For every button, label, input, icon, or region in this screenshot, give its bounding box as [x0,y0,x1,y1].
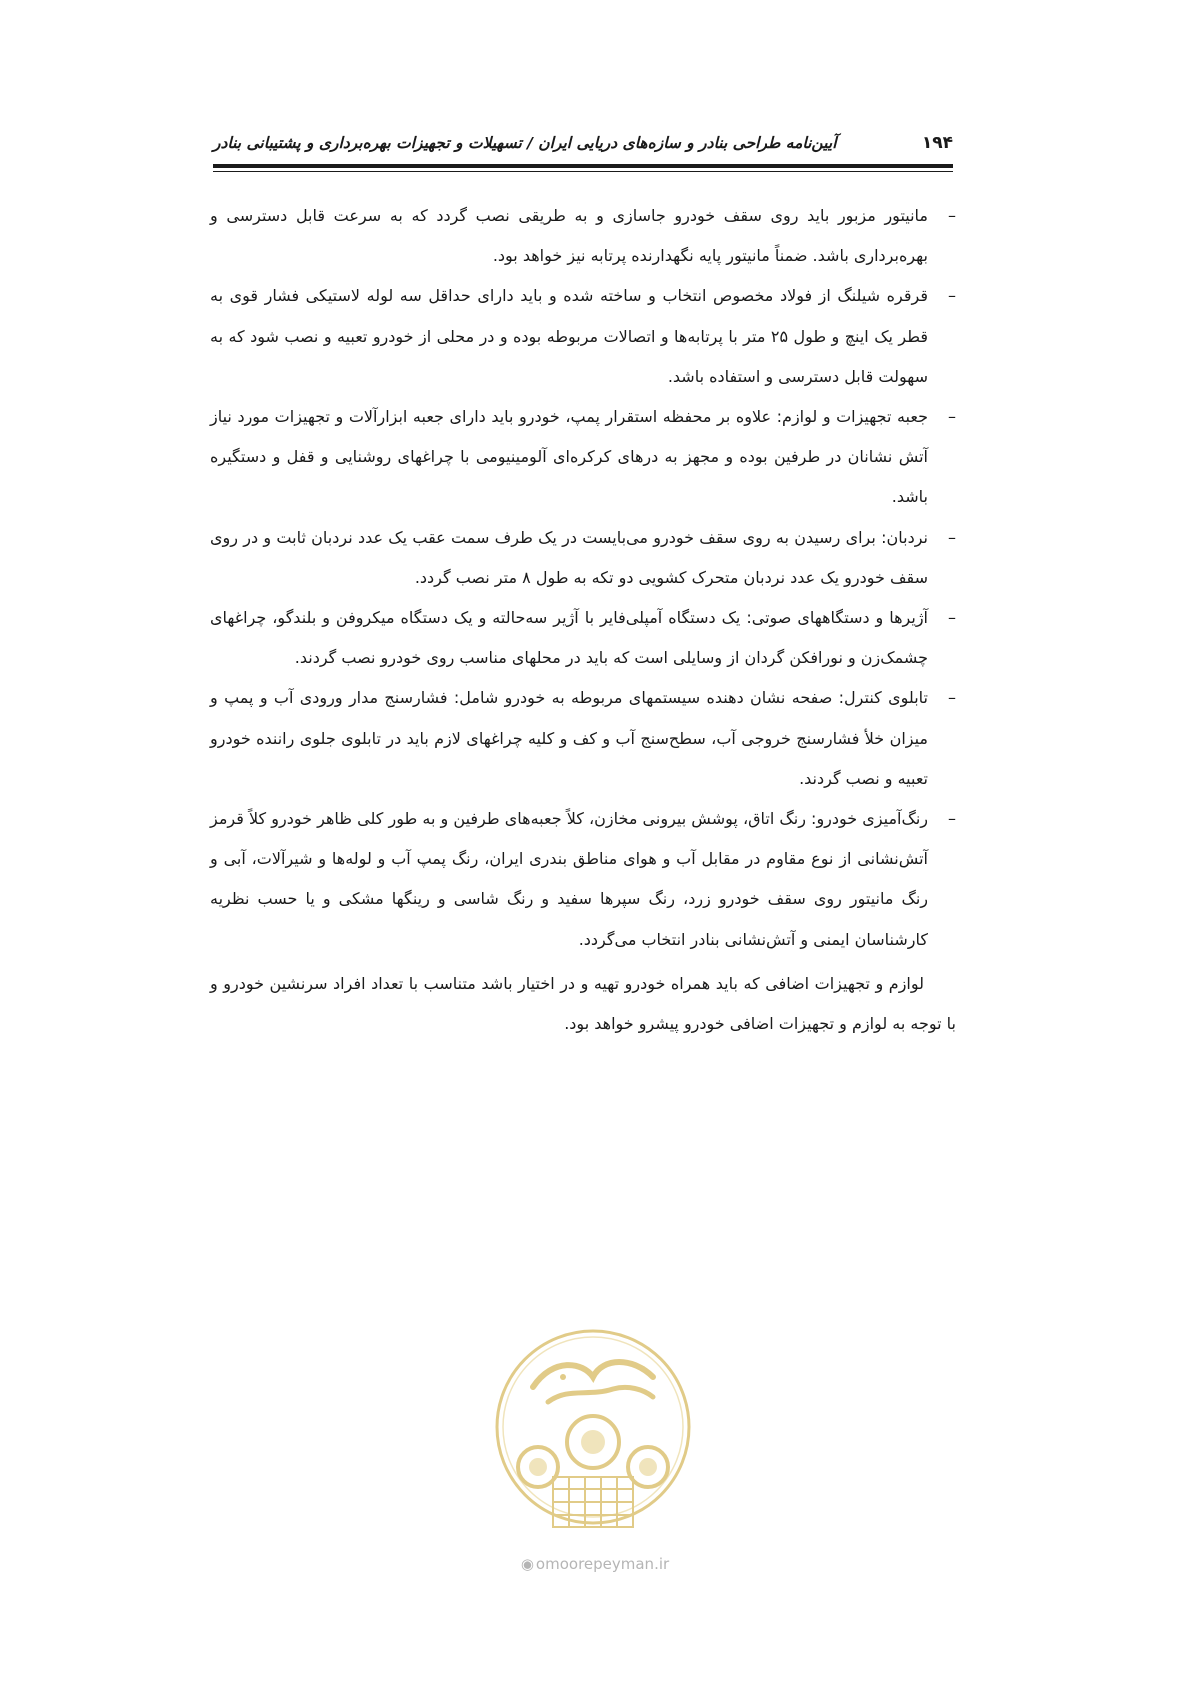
page-number: ۱۹۴ [921,133,953,153]
bullet-item [210,598,956,678]
bullet-dash: – [948,286,956,306]
bullet-text: جعبه تجهیزات و لوازم: علاوه بر محفظه استقرار پمپ، خودرو باید دارای جعبه ابزارآلات و تجهیزات مورد نیاز آتش نشانان در طرفین بوده و مجهز به درهای کرکره‌ای آلومینیومی با چراغهای روشنایی و قفل و دستگیره باشد. [210,407,928,507]
bullet-text: مانیتور مزبور باید روی سقف خودرو جاسازی و به طریقی نصب گردد که به سرعت قابل دسترسی و بهره‌برداری باشد. ضمناً مانیتور پایه نگهدارنده پرتابه نیز خواهد بود. [210,206,928,266]
bullet-item [210,397,956,518]
header-rule-thin [213,171,953,172]
bullet-item [210,196,956,276]
watermark-caption [470,1555,720,1573]
bullet-text: تابلوی کنترل: صفحه نشان دهنده سیستمهای مربوطه به خودرو شامل: فشارسنج مدار ورودی آب و پمپ و میزان خلأ فشارسنج خروجی آب، سطح‌سنج آب و کف و کلیه چراغهای لازم باید در تابلوی جلوی راننده خودرو تعبیه و نصب گردند. [210,688,928,788]
bullet-item [210,276,956,397]
running-title: آیین‌نامه طراحی بنادر و سازه‌های دریایی ایران / تسهیلات و تجهیزات بهره‌برداری و پشتیبانی بنادر [213,134,837,152]
watermark-logo-icon [493,1317,693,1557]
bullet-dash: – [948,688,956,708]
closing-paragraph: لوازم و تجهیزات اضافی که باید همراه خودرو تهیه و در اختیار باشد متناسب با تعداد افراد سرنشین خودرو و با توجه به لوازم و تجهیزات اضافی خودرو پیشرو خواهد بود. [210,973,956,1034]
bullet-item [210,799,956,960]
bullet-text: رنگ‌آمیزی خودرو: رنگ اتاق، پوشش بیرونی مخازن، کلاً جعبه‌های طرفین و به طور کلی ظاهر خودرو کلاً قرمز آتش‌نشانی از نوع مقاوم در مقابل آب و هوای مناطق بندری ایران، رنگ پمپ آب و لوله‌ها و شیرآلات، آبی و رنگ مانیتور روی سقف خودرو زرد، رنگ سپرها سفید و رنگ شاسی و رینگها مشکی و یا حسب نظریه کارشناسان ایمنی و آتش‌نشانی بنادر انتخاب می‌گردد. [210,809,928,949]
globe-icon: ◉ [520,1555,534,1573]
body-text [210,196,956,1044]
watermark-logo [493,1317,693,1567]
header-rule-thick [213,164,953,168]
page-header [213,128,953,158]
bullet-dash: – [948,407,956,427]
bullet-dash: – [948,206,956,225]
bullet-dash: – [948,608,956,628]
bullet-list [210,196,956,960]
bullet-dash: – [948,527,956,547]
bullet-text: قرقره شیلنگ از فولاد مخصوص انتخاب و ساخته شده و باید دارای حداقل سه لوله لاستیکی فشار قوی به قطر یک اینچ و طول ۲۵ متر با پرتابه‌ها و اتصالات مربوطه بوده و در محلی از خودرو تعبیه و نصب شود که به سهولت قابل دسترسی و استفاده باشد. [210,286,929,386]
watermark-caption-text: omoorepeyman.ir [535,1555,670,1573]
bullet-dash: – [948,809,956,829]
bullet-item [210,518,956,598]
bullet-text: آژیرها و دستگاههای صوتی: یک دستگاه آمپلی‌فایر با آژیر سه‌حالته و یک دستگاه میکروفن و بلندگو، چراغهای چشمک‌زن و نورافکن گردان از وسایلی است که باید در محلهای مناسب روی خودرو نصب گردند. [210,608,928,668]
bullet-item [210,678,956,799]
bullet-text: نردبان: برای رسیدن به روی سقف خودرو می‌بایست در یک طرف سمت عقب یک عدد نردبان ثابت و در روی سقف خودرو یک عدد نردبان متحرک کشویی دو تکه به طول ۸ متر نصب گردد. [210,527,928,587]
